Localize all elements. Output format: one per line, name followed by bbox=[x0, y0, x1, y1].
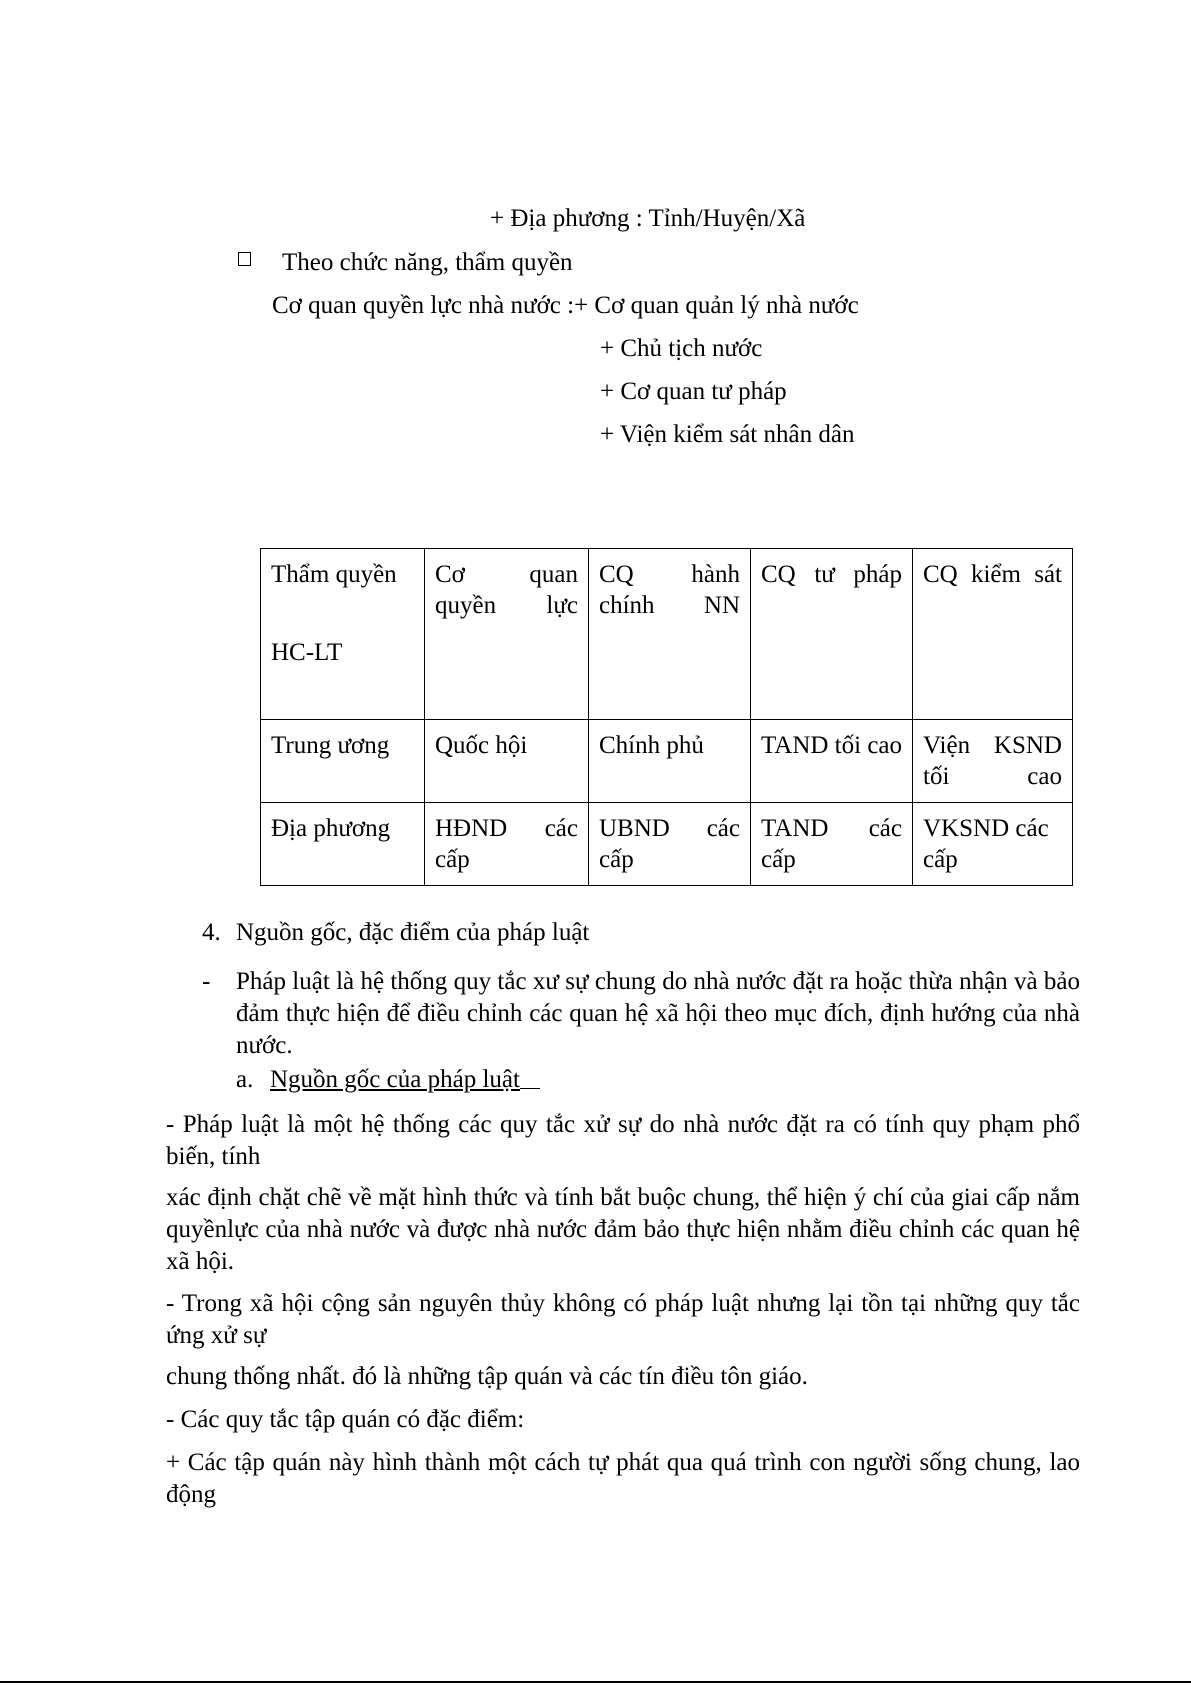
function-heading: Theo chức năng, thẩm quyền bbox=[282, 249, 573, 276]
section-number: 4. bbox=[202, 919, 221, 946]
page-bottom-rule bbox=[0, 1681, 1191, 1683]
header-hclt-label: HC-LT bbox=[271, 639, 343, 666]
header-cell: CQ tư pháp bbox=[751, 549, 913, 720]
definition-paragraph: Pháp luật là hệ thống quy tắc xư sự chung do nhà nước đặt ra hoặc thừa nhận và bảo đảm thực hiện để điều chỉnh các quan hệ xã hội theo mục đích, định hướng của nhà nước. bbox=[236, 968, 1080, 1059]
table-cell: TAND tối cao bbox=[751, 720, 913, 803]
header-cell: CQ hành chính NN bbox=[589, 549, 751, 720]
table-cell-level: Trung ương bbox=[261, 720, 425, 803]
header-authority-label: Thẩm quyền bbox=[271, 561, 397, 588]
table-cell: VKSND các cấp bbox=[913, 803, 1073, 886]
function-item: + Chủ tịch nước bbox=[600, 335, 763, 362]
table-cell: Viện KSND tối cao bbox=[913, 720, 1073, 803]
function-first-line: Cơ quan quyền lực nhà nước :+ Cơ quan quản lý nhà nước bbox=[272, 292, 859, 319]
checkbox-bullet-icon bbox=[238, 252, 251, 266]
subsection-marker: a. bbox=[236, 1066, 254, 1093]
body-paragraph: - Pháp luật là một hệ thống các quy tắc xử sự do nhà nước đặt ra có tính quy phạm phổ biến, tính bbox=[166, 1111, 1080, 1170]
local-admin-line: + Địa phương : Tỉnh/Huyện/Xã bbox=[490, 205, 806, 232]
table-cell-level: Địa phương bbox=[261, 803, 425, 886]
body-paragraph: - Trong xã hội cộng sản nguyên thủy không có pháp luật nhưng lại tồn tại những quy tắc ứng xử sự bbox=[166, 1290, 1080, 1349]
table-cell: TAND các cấp bbox=[751, 803, 913, 886]
header-cell: CQ kiểm sát bbox=[913, 549, 1073, 720]
body-paragraph: xác định chặt chẽ về mặt hình thức và tính bắt buộc chung, thể hiện ý chí của giai cấp nắm quyềnlực của nhà nước và được nhà nước đảm bảo thực hiện nhằm điều chỉnh các quan hệ xã hội. bbox=[166, 1184, 1080, 1275]
table-cell: Chính phủ bbox=[589, 720, 751, 803]
function-item: + Cơ quan tư pháp bbox=[600, 378, 787, 405]
authority-table bbox=[260, 548, 1073, 886]
function-item: + Viện kiểm sát nhân dân bbox=[600, 421, 855, 448]
body-paragraph: chung thống nhất. đó là những tập quán và các tín điều tôn giáo. bbox=[166, 1363, 808, 1390]
table-cell: UBND các cấp bbox=[589, 803, 751, 886]
table-row bbox=[261, 720, 1073, 803]
subsection-title bbox=[270, 1064, 540, 1096]
underline-tail bbox=[520, 1064, 540, 1089]
table-cell: HĐND các cấp bbox=[425, 803, 589, 886]
body-paragraph: - Các quy tắc tập quán có đặc điểm: bbox=[166, 1406, 525, 1433]
body-paragraph: + Các tập quán này hình thành một cách tự phát qua quá trình con người sống chung, lao động bbox=[166, 1449, 1080, 1508]
subsection-title-text: Nguồn gốc của pháp luật bbox=[270, 1066, 520, 1093]
header-cell: Cơ quan quyền lực bbox=[425, 549, 589, 720]
table-cell: Quốc hội bbox=[425, 720, 589, 803]
header-cell-authority bbox=[261, 549, 425, 720]
table-header-row bbox=[261, 549, 1073, 720]
section-title: Nguồn gốc, đặc điểm của pháp luật bbox=[236, 919, 590, 946]
table-row bbox=[261, 803, 1073, 886]
definition-dash: - bbox=[202, 968, 211, 995]
